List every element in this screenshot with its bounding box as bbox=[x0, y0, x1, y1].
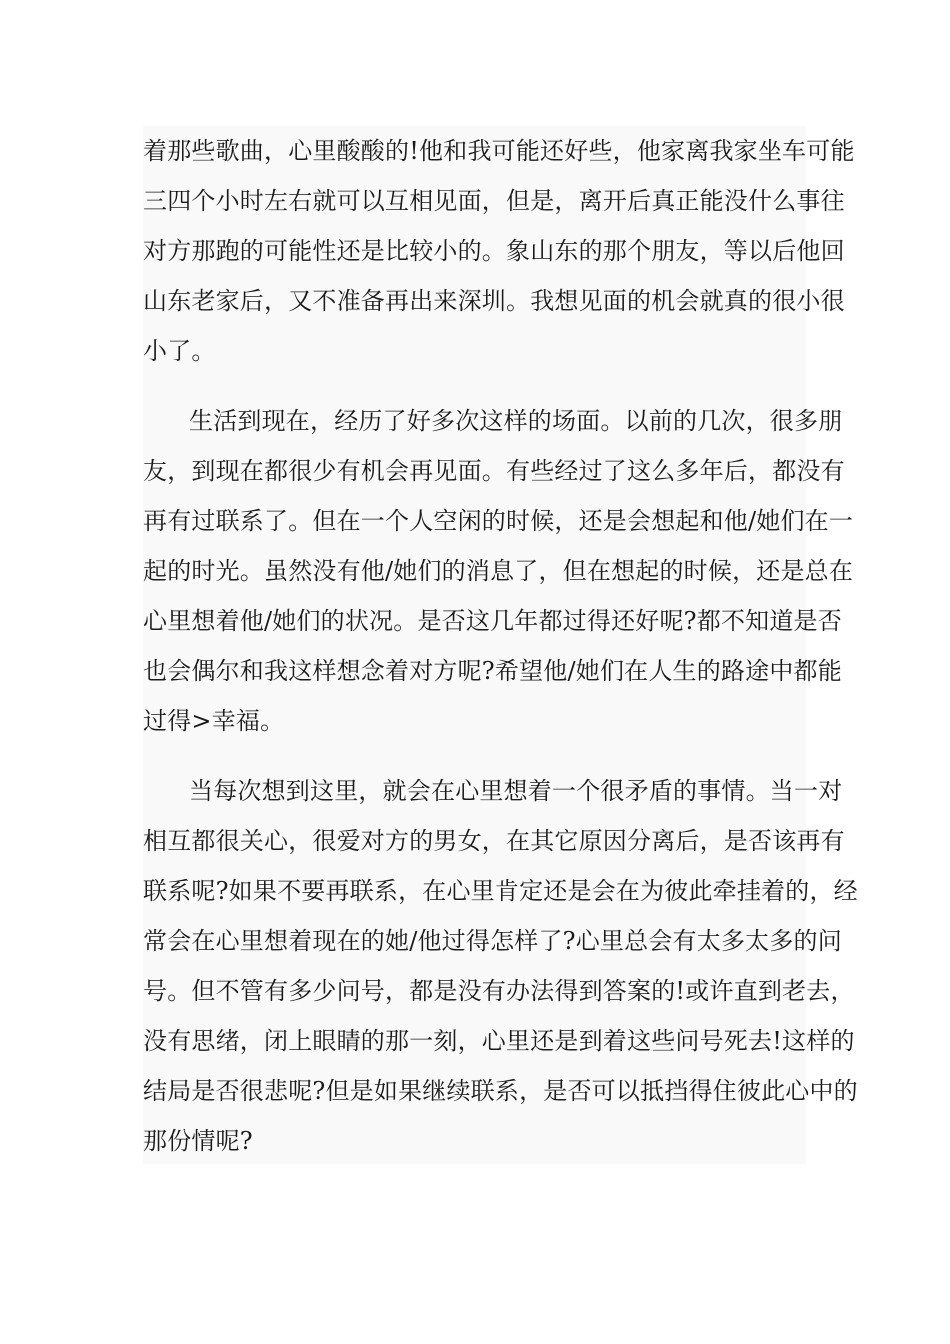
paragraph-2-line-7: 过得>幸福。 bbox=[143, 707, 285, 735]
paragraph-1-line-3: 对方那跑的可能性还是比较小的。象山东的那个朋友，等以后他回 bbox=[143, 237, 845, 265]
paragraph-3-line-6: 没有思绪，闭上眼睛的那一刻，心里还是到着这些问号死去!这样的 bbox=[143, 1027, 855, 1055]
paragraph-2-line-3: 再有过联系了。但在一个人空闲的时候，还是会想起和他/她们在一 bbox=[143, 507, 854, 535]
paragraph-1-line-2: 三四个小时左右就可以互相见面，但是，离开后真正能没什么事往 bbox=[143, 187, 845, 215]
paragraph-3-line-4: 常会在心里想着现在的她/他过得怎样了?心里总会有太多太多的问 bbox=[143, 927, 842, 955]
paragraph-2-line-1: 生活到现在，经历了好多次这样的场面。以前的几次，很多朋 bbox=[189, 407, 843, 435]
paragraph-3-line-2: 相互都很关心，很爱对方的男女，在其它原因分离后，是否该再有 bbox=[143, 827, 845, 855]
paragraph-1-line-4: 山东老家后，又不准备再出来深圳。我想见面的机会就真的很小很 bbox=[143, 287, 845, 315]
paragraph-3-line-1: 当每次想到这里，就会在心里想着一个很矛盾的事情。当一对 bbox=[189, 777, 843, 805]
paragraph-3-line-3: 联系呢?如果不要再联系，在心里肯定还是会在为彼此牵挂着的，经 bbox=[143, 877, 858, 905]
paragraph-2-line-4: 起的时光。虽然没有他/她们的消息了，但在想起的时候，还是总在 bbox=[143, 557, 854, 585]
paragraph-1-line-5: 小了。 bbox=[143, 337, 216, 365]
paragraph-3-line-5: 号。但不管有多少问号，都是没有办法得到答案的!或许直到老去， bbox=[143, 977, 855, 1005]
paragraph-2-line-6: 也会偶尔和我这样想念着对方呢?希望他/她们在人生的路途中都能 bbox=[143, 657, 842, 685]
paragraph-2-line-5: 心里想着他/她们的状况。是否这几年都过得还好呢?都不知道是否 bbox=[143, 607, 842, 635]
document-text-block bbox=[143, 126, 858, 1164]
paragraph-3-line-7: 结局是否很悲呢?但是如果继续联系，是否可以抵挡得住彼此心中的 bbox=[143, 1077, 858, 1105]
paragraph-2-line-2: 友，到现在都很少有机会再见面。有些经过了这么多年后，都没有 bbox=[143, 457, 845, 485]
paragraph-1-line-1: 着那些歌曲，心里酸酸的!他和我可能还好些，他家离我家坐车可能 bbox=[143, 137, 855, 165]
paragraph-3-line-8: 那份情呢? bbox=[143, 1127, 253, 1155]
